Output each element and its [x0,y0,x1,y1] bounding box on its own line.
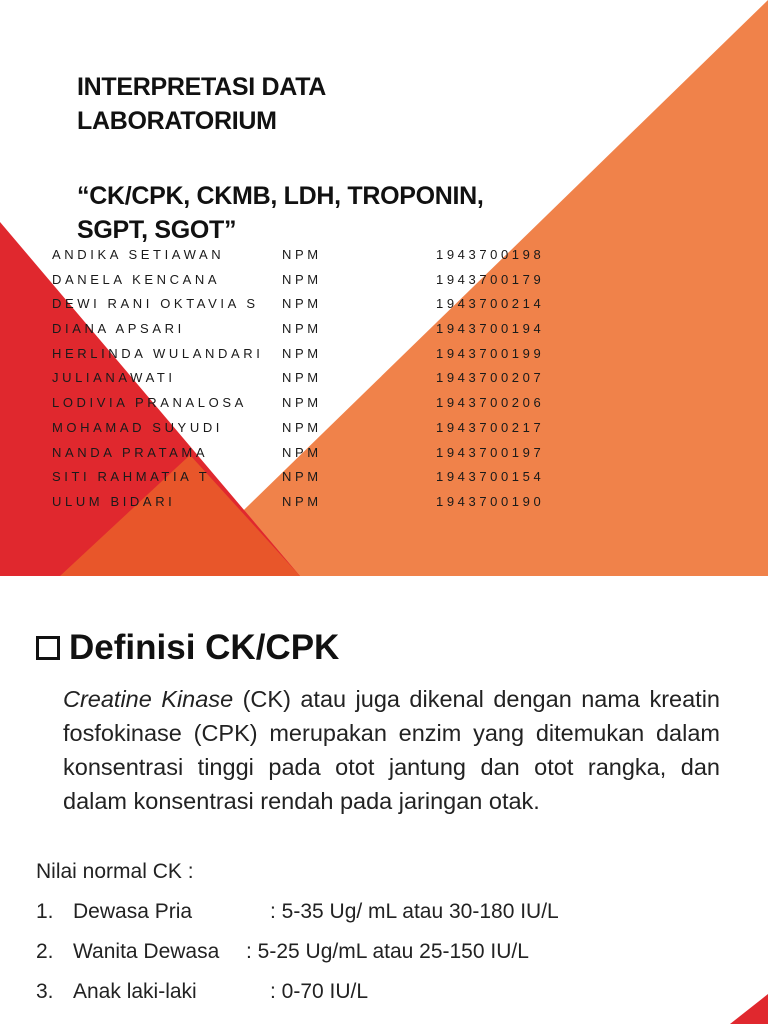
checkbox-bullet-icon [36,636,60,660]
member-row [52,469,612,494]
member-name: MOHAMAD SUYUDI [52,419,224,435]
member-row [52,296,612,321]
list-number: 1. [36,900,54,923]
npm-number: 1943700214 [436,296,545,312]
member-name: DIANA APSARI [52,321,185,337]
presentation-title [77,70,637,247]
npm-label: NPM [282,247,322,262]
member-row [52,370,612,395]
member-list [52,247,612,519]
npm-number: 1943700198 [436,247,545,262]
member-name: NANDA PRATAMA [52,444,209,460]
npm-label: NPM [282,370,322,386]
member-name: DEWI RANI OKTAVIA S [52,296,259,312]
npm-number: 1943700190 [436,493,545,509]
list-number: 2. [36,940,54,963]
npm-number: 1943700179 [436,271,545,287]
npm-number: 1943700154 [436,469,545,485]
subtitle-line: “CK/CPK, CKMB, LDH, TROPONIN, [77,182,484,210]
list-item-value: : 0-70 IU/L [270,980,369,1003]
member-name: ULUM BIDARI [52,493,176,509]
npm-number: 1943700207 [436,370,545,386]
subtitle-line: SGPT, SGOT” [77,216,237,244]
member-name: HERLINDA WULANDARI [52,345,264,361]
list-number: 3. [36,980,54,1003]
npm-number: 1943700199 [436,345,545,361]
corner-accent [708,994,768,1024]
npm-label: NPM [282,444,322,460]
normal-values-label: Nilai normal CK : [36,860,194,883]
npm-number: 1943700197 [436,444,545,460]
npm-number: 1943700194 [436,321,545,337]
npm-label: NPM [282,419,322,435]
member-row [52,445,612,470]
list-item-label: Dewasa Pria [73,900,193,923]
member-row [52,346,612,371]
paragraph-text: (CK) atau juga dikenal dengan nama kreatin fosfokinase (CPK) merupakan enzim yang ditemukan dalam konsentrasi tinggi pada otot jantung dan otot rangka, dan dalam konsentrasi rendah pada jaringan otak. [63,686,720,814]
npm-label: NPM [282,321,322,337]
member-name: LODIVIA PRANALOSA [52,395,247,411]
member-row [52,420,612,445]
section-heading [36,628,339,668]
list-item-label: Wanita Dewasa [73,940,220,963]
title-line: INTERPRETASI DATA [77,73,327,101]
list-item-value: : 5-35 Ug/ mL atau 30-180 IU/L [270,900,559,923]
npm-label: NPM [282,395,322,411]
npm-label: NPM [282,296,322,312]
italic-term: Creatine Kinase [63,686,234,712]
member-row [52,321,612,346]
title-line: LABORATORIUM [77,107,277,135]
member-name: SITI RAHMATIA T [52,469,211,485]
npm-label: NPM [282,271,322,287]
definition-paragraph [63,682,720,818]
member-row [52,494,612,519]
definition-slide [0,576,768,1024]
npm-number: 1943700206 [436,395,545,411]
heading-text: Definisi CK/CPK [69,628,340,667]
member-row [52,247,612,272]
npm-label: NPM [282,345,322,361]
list-item-value: : 5-25 Ug/mL atau 25-150 IU/L [246,940,529,963]
npm-label: NPM [282,493,322,509]
member-row [52,395,612,420]
member-row [52,272,612,297]
npm-number: 1943700217 [436,419,545,435]
member-name: JULIANAWATI [52,370,176,386]
member-name: ANDIKA SETIAWAN [52,247,225,262]
npm-label: NPM [282,469,322,485]
list-item-label: Anak laki-laki [73,980,197,1003]
member-name: DANELA KENCANA [52,271,221,287]
